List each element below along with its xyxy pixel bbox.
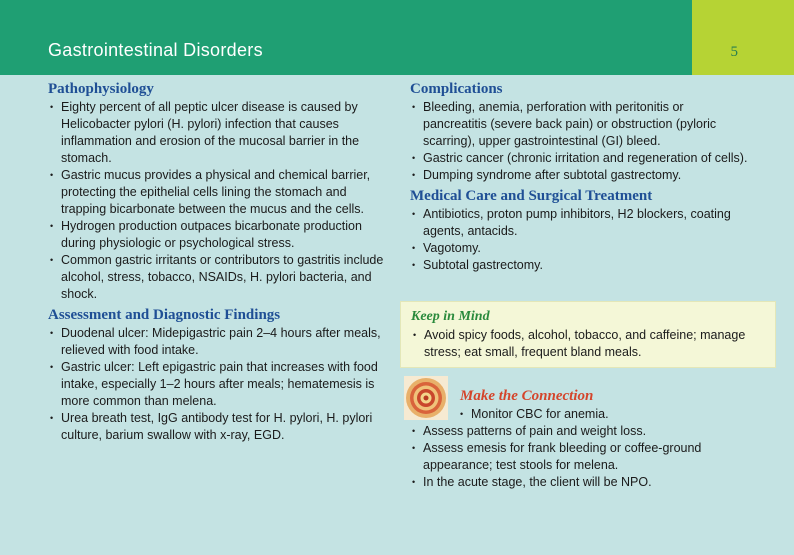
list-item: • Gastric ulcer: Left epigastric pain that increases with food intake, especially 1–2 hours after meals; hematemesis is more common than melena. — [48, 359, 392, 410]
list-item: • Dumping syndrome after subtotal gastrectomy. — [410, 167, 750, 184]
keep-in-mind-list — [411, 327, 756, 361]
header-bar — [0, 0, 794, 75]
pathophysiology-heading: Pathophysiology — [48, 81, 154, 97]
pathophysiology-list — [48, 99, 392, 303]
target-icon — [404, 376, 448, 420]
list-item: • Vagotomy. — [410, 240, 750, 257]
list-item: • Urea breath test, IgG antibody test for H. pylori, H. pylori culture, barium swallow with x-ray, EGD. — [48, 410, 392, 444]
medical-care-heading: Medical Care and Surgical Treatment — [410, 188, 653, 204]
assessment-list — [48, 325, 392, 444]
make-connection-heading: Make the Connection — [460, 388, 594, 404]
medical-care-list — [410, 206, 750, 274]
keep-in-mind-box — [400, 301, 776, 368]
keep-in-mind-heading: Keep in Mind — [411, 309, 490, 324]
page-tab — [692, 0, 794, 75]
complications-list — [410, 99, 750, 184]
right-column — [410, 80, 750, 274]
list-item: • Assess emesis for frank bleeding or coffee-ground appearance; test stools for melena. — [410, 440, 760, 474]
list-item: • Avoid spicy foods, alcohol, tobacco, and caffeine; manage stress; eat small, frequent bland meals. — [411, 327, 756, 361]
list-item: • Monitor CBC for anemia. — [458, 406, 758, 423]
complications-heading: Complications — [410, 81, 503, 97]
list-item: • Hydrogen production outpaces bicarbonate production during physiologic or psychological stress. — [48, 218, 392, 252]
make-connection-list — [410, 423, 760, 491]
list-item: • In the acute stage, the client will be NPO. — [410, 474, 760, 491]
left-column — [48, 80, 392, 444]
assessment-heading: Assessment and Diagnostic Findings — [48, 307, 281, 323]
list-item: • Eighty percent of all peptic ulcer disease is caused by Helicobacter pylori (H. pylori) infection that causes inflammation and erosion of the mucosal barrier in the stomach. — [48, 99, 392, 167]
list-item: • Gastric mucus provides a physical and chemical barrier, protecting the epithelial cells lining the stomach and trapping bicarbonate between the mucus and the cells. — [48, 167, 392, 218]
list-item: • Gastric cancer (chronic irritation and regeneration of cells). — [410, 150, 750, 167]
list-item: • Antibiotics, proton pump inhibitors, H2 blockers, coating agents, antacids. — [410, 206, 750, 240]
list-item: • Subtotal gastrectomy. — [410, 257, 750, 274]
make-connection-first-list — [458, 406, 758, 423]
list-item: • Common gastric irritants or contributors to gastritis include alcohol, stress, tobacco, NSAIDs, H. pylori bacteria, and shock. — [48, 252, 392, 303]
list-item: • Bleeding, anemia, perforation with peritonitis or pancreatitis (severe back pain) or obstruction (pyloric scarring), upper gastrointestinal (GI) bleed. — [410, 99, 750, 150]
section-title: Gastrointestinal Disorders — [48, 40, 263, 60]
list-item: • Duodenal ulcer: Midepigastric pain 2–4 hours after meals, relieved with food intake. — [48, 325, 392, 359]
page-number: 5 — [730, 44, 738, 60]
list-item: • Assess patterns of pain and weight loss. — [410, 423, 760, 440]
